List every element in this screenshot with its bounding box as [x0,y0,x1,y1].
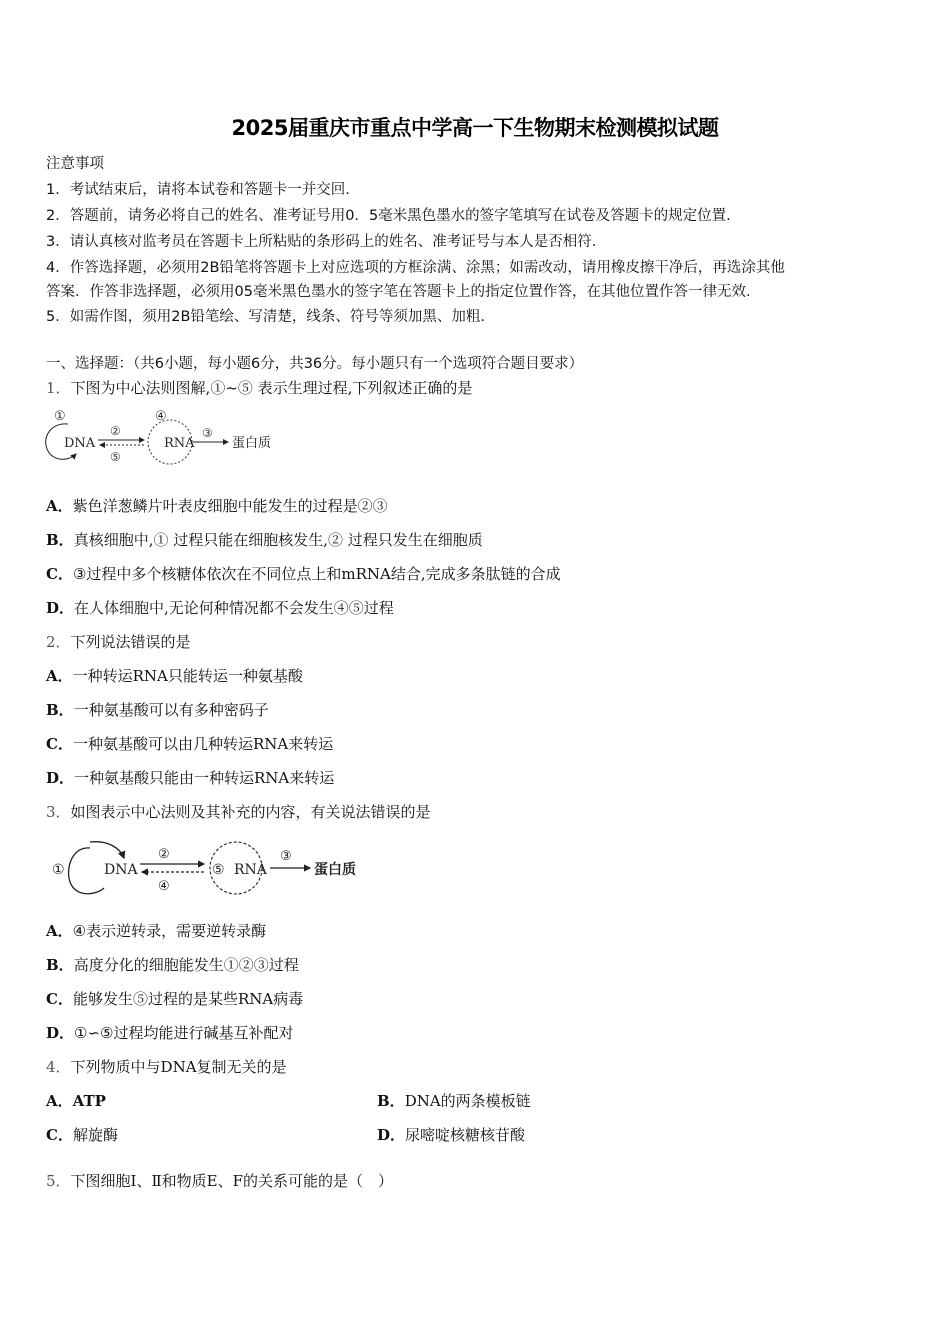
svg-text:DNA: DNA [104,862,138,878]
svg-text:RNA: RNA [164,436,195,451]
option-3c[interactable]: C．能够发生⑤过程的是某些RNA病毒 [46,990,304,1008]
svg-text:③: ③ [202,426,213,440]
svg-text:④: ④ [158,879,170,894]
question-5-stem [46,1170,393,1191]
option-2a[interactable]: A．一种转运RNA只能转运一种氨基酸 [46,667,303,685]
notice-item: 3．请认真核对监考员在答题卡上所粘贴的条形码上的姓名、准考证号与本人是否相符. [46,234,597,250]
option-4b[interactable]: B．DNA的两条模板链 [377,1092,531,1110]
question-text: 如图表示中心法则及其补充的内容，有关说法错误的是 [70,803,431,821]
section-heading: 一、选择题：（共6小题，每小题6分，共36分。每小题只有一个选项符合题目要求） [46,356,584,372]
svg-text:②: ② [158,847,170,862]
option-1b[interactable]: B．真核细胞中,① 过程只能在细胞核发生,② 过程只发生在细胞质 [46,531,483,549]
question-number: 1． [46,379,71,397]
question-text: 下图细胞Ⅰ、Ⅱ和物质E、F的关系可能的是（ ） [70,1172,394,1190]
option-2b[interactable]: B．一种氨基酸可以有多种密码子 [46,701,269,719]
option-4d[interactable]: D．尿嘧啶核糖核苷酸 [377,1126,526,1144]
label-1: ① [54,409,66,424]
option-3b[interactable]: B．高度分化的细胞能发生①②③过程 [46,956,299,974]
svg-text:⑤: ⑤ [110,450,121,464]
notice-item: 答案．作答非选择题，必须用05毫米黑色墨水的签字笔在答题卡上的指定位置作答，在其他位置作答一律无效. [46,284,751,300]
svg-text:③: ③ [280,849,292,864]
option-3d[interactable]: D．①∽⑤过程均能进行碱基互补配对 [46,1024,294,1042]
notice-item: 4．作答选择题，必须用2B铅笔将答题卡上对应选项的方框涂满、涂黑；如需改动，请用橡皮擦干净后，再选涂其他 [46,260,785,276]
option-1c[interactable]: C．③过程中多个核糖体依次在不同位点上和mRNA结合,完成多条肽链的合成 [46,565,561,583]
question-4-stem [46,1056,287,1077]
notice-item: 5．如需作图，须用2B铅笔绘、写清楚，线条、符号等须加黑、加粗. [46,309,486,325]
svg-text:蛋白质: 蛋白质 [232,436,272,451]
option-4a[interactable]: A．ATP [46,1092,106,1110]
option-2c[interactable]: C．一种氨基酸可以由几种转运RNA来转运 [46,735,334,753]
question-number: 3． [46,803,71,821]
svg-text:RNA: RNA [234,862,267,878]
option-2d[interactable]: D．一种氨基酸只能由一种转运RNA来转运 [46,769,335,787]
question-3-stem [46,801,431,822]
svg-text:②: ② [110,424,121,438]
svg-text:①: ① [52,862,65,878]
option-1d[interactable]: D．在人体细胞中,无论何种情况都不会发生④⑤过程 [46,599,394,617]
svg-text:④: ④ [155,409,167,424]
central-dogma-diagram-2 [48,834,368,900]
notice-item: 1．考试结束后，请将本试卷和答题卡一并交回. [46,182,350,198]
question-text: 下列说法错误的是 [70,633,191,651]
notice-heading: 注意事项 [46,156,104,172]
question-text: 下列物质中与DNA复制无关的是 [70,1058,287,1076]
central-dogma-diagram-1 [40,402,290,466]
option-4c[interactable]: C．解旋酶 [46,1126,118,1144]
notice-item: 2．答题前，请务必将自己的姓名、准考证号用0．5毫米黑色墨水的签字笔填写在试卷及答题卡的规定位置. [46,208,731,224]
question-number: 2． [46,633,71,651]
question-1-stem [46,377,472,398]
page-title: 2025届重庆市重点中学高一下生物期末检测模拟试题 [231,116,719,140]
svg-text:⑤: ⑤ [212,862,225,878]
svg-text:蛋白质: 蛋白质 [314,862,356,878]
question-2-stem [46,631,191,652]
option-3a[interactable]: A．④表示逆转录，需要逆转录酶 [46,922,267,940]
svg-text:DNA: DNA [64,436,96,451]
question-number: 4． [46,1058,71,1076]
question-text: 下图为中心法则图解,①~⑤ 表示生理过程,下列叙述正确的是 [70,379,473,397]
option-1a[interactable]: A．紫色洋葱鳞片叶表皮细胞中能发生的过程是②③ [46,497,388,515]
question-number: 5． [46,1172,71,1190]
